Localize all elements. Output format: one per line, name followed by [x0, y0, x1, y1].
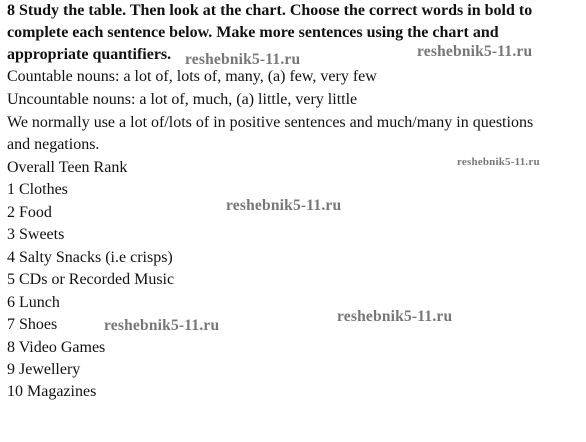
rank-list-item: 5 CDs or Recorded Music	[7, 271, 175, 288]
rank-list-heading: Overall Teen Rank	[7, 159, 128, 176]
rank-list-item: 9 Jewellery	[7, 361, 81, 378]
rank-list-item: 8 Video Games	[7, 339, 106, 356]
watermark: reshebnik5-11.ru	[337, 308, 453, 325]
usage-rule-line-2: and negations.	[7, 136, 100, 153]
watermark: reshebnik5-11.ru	[457, 156, 540, 168]
usage-rule-line-1: We normally use a lot of/lots of in positive sentences and much/many in questions	[7, 114, 534, 131]
rank-list-item: 6 Lunch	[7, 294, 60, 311]
rank-list-item: 7 Shoes	[7, 316, 58, 333]
countable-nouns-rule: Countable nouns: a lot of, lots of, many, (a) few, very few	[7, 68, 377, 85]
rank-list-item: 10 Magazines	[7, 383, 97, 400]
instruction-line-1: 8 Study the table. Then look at the chart. Choose the correct words in bold to	[7, 2, 533, 19]
rank-list-item: 4 Salty Snacks (i.e crisps)	[7, 249, 173, 266]
watermark: reshebnik5-11.ru	[417, 43, 533, 60]
instruction-line-3: appropriate quantifiers.	[7, 46, 172, 63]
watermark: reshebnik5-11.ru	[104, 317, 220, 334]
rank-list-item: 2 Food	[7, 204, 52, 221]
watermark: reshebnik5-11.ru	[226, 197, 342, 214]
rank-list-item: 3 Sweets	[7, 226, 65, 243]
rank-list-item: 1 Clothes	[7, 181, 68, 198]
instruction-line-2: complete each sentence below. Make more sentences using the chart and	[7, 24, 499, 41]
watermark: reshebnik5-11.ru	[185, 51, 301, 68]
uncountable-nouns-rule: Uncountable nouns: a lot of, much, (a) little, very little	[7, 91, 358, 108]
